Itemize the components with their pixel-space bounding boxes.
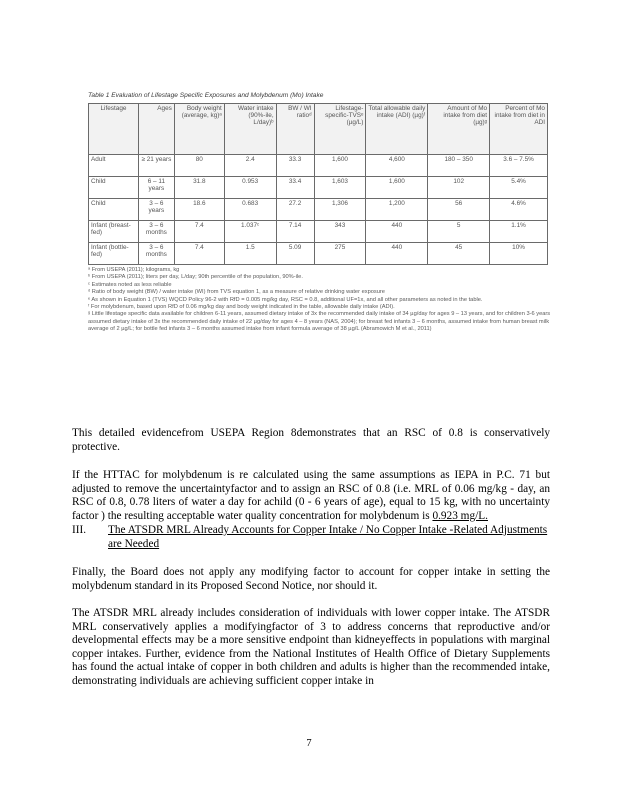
table-cell: 80 xyxy=(174,155,224,177)
footnote: ᵃ From USEPA (2011); kilograms, kg xyxy=(88,267,180,273)
paragraph-atsdr-mrl: The ATSDR MRL already includes consideration of individuals with lower copper intake. The ATSDR MRL conservatively applies a modifyingfactor of 3 to address concerns that reproductive and/or developmental effects may be a more sensitive endpoint than kidneyeffects in populations with marginal copper intakes. Further, evidence from the National Institutes of Health Office of Dietary Supplements has found the actual intake of copper in both children and adults is higher than the recommended intake, demonstrating individuals are achieving sufficient copper intake in xyxy=(72,607,550,687)
paragraph-copper-modifying-factor: Finally, the Board does not apply any modifying factor to account for copper intake in setting the molybdenum standard in its Proposed Second Notice, nor should it. xyxy=(72,566,550,592)
paragraph-httac-recalculation xyxy=(72,469,550,523)
table-cell: 275 xyxy=(314,243,366,265)
column-header: Ages xyxy=(138,104,174,155)
table-cell: 343 xyxy=(314,221,366,243)
column-header: Lifestage-specific-TVSᵉ (µg/L) xyxy=(314,104,366,155)
column-header: BW / WI ratioᵈ xyxy=(276,104,314,155)
footnote: ᵍ Little lifestage specific data available for children 6-11 years, assumed dietary intake of 3x the recommended daily intake of 34 µg/day for ages 9 – 13 years, and for children 3-6 years assumed dietary intake of 3x the recommended daily intake of 22 µg/day for ages 4 – 8 years (NAS, 2004); for breast fed infants 3 – 6 months, assumed intake from human breast milk average of 2 µg/L; for bottle fed infants 3 – 6 months assumed intake from infant formula average of 38 µg/L (Abramowich M et al., 2011) xyxy=(88,311,551,333)
table-row xyxy=(89,221,548,243)
table-cell: 18.6 xyxy=(174,199,224,221)
table-cell: 1,600 xyxy=(314,155,366,177)
table-cell: 5 xyxy=(428,221,490,243)
page-number: 7 xyxy=(306,738,312,749)
table-cell: 6 – 11 years xyxy=(138,177,174,199)
table-cell: 27.2 xyxy=(276,199,314,221)
table-caption: Table 1 Evaluation of Lifestage Specific Exposures and Molybdenum (Mo) Intake xyxy=(88,92,324,99)
table-row xyxy=(89,199,548,221)
footnote: ᶠ For molybdenum, based upon RfD of 0.06 mg/kg day and body weight indicated in the table, allowable daily intake (ADI). xyxy=(88,304,395,311)
table-cell: 1.1% xyxy=(490,221,548,243)
paragraph-text: If the HTTAC for molybdenum is re calculated using the same assumptions as IEPA in P.C. 71 but adjusted to remove the uncertaintyfactor and to assign an RSC of 0.8 (i.e. MRL of 0.06 mg/kg - day, an RSC of 0.8, 0.78 liters of water a day for achild (0 - 6 years of age), equal to 15 kg, with no uncertainty factor ) the resulting acceptable water quality concentration for molybdenum is xyxy=(72,469,550,522)
table-cell: 1,603 xyxy=(314,177,366,199)
table-cell: Adult xyxy=(89,155,139,177)
column-header: Amount of Mo intake from diet (µg)ᵍ xyxy=(428,104,490,155)
section-number: III. xyxy=(72,524,87,536)
column-header: Water intake (90%-ile, L/day)ᵇ xyxy=(224,104,276,155)
column-header: Body weight (average, kg)ᵃ xyxy=(174,104,224,155)
table-cell: 7.14 xyxy=(276,221,314,243)
table-cell: Child xyxy=(89,199,139,221)
table-cell: 4,600 xyxy=(366,155,428,177)
table-cell: 1,600 xyxy=(366,177,428,199)
lifestage-exposure-table xyxy=(88,103,548,265)
table-cell: 0.683 xyxy=(224,199,276,221)
table-cell: 440 xyxy=(366,221,428,243)
footnote: ᵈ Ratio of body weight (BW) / water intake (WI) from TVS equation 1, as a measure of relative drinking water exposure xyxy=(88,289,385,296)
table-cell: 102 xyxy=(428,177,490,199)
table-cell: 1,306 xyxy=(314,199,366,221)
table-cell: 440 xyxy=(366,243,428,265)
table-cell: 5.4% xyxy=(490,177,548,199)
table-cell: ≥ 21 years xyxy=(138,155,174,177)
table-header-row xyxy=(89,104,548,155)
column-header: Total allowable daily intake (ADI) (µg)ᶠ xyxy=(366,104,428,155)
table-cell: 31.8 xyxy=(174,177,224,199)
table-cell: 33.3 xyxy=(276,155,314,177)
table-cell: 3.6 – 7.5% xyxy=(490,155,548,177)
table-cell: Infant (bottle-fed) xyxy=(89,243,139,265)
table-cell: 1.5 xyxy=(224,243,276,265)
footnote: ᵇ From USEPA (2011); liters per day, L/day; 90th percentile of the population, 90%-ile. xyxy=(88,274,303,281)
table-cell: 3 – 6 years xyxy=(138,199,174,221)
table-cell: 1.037ᶜ xyxy=(224,221,276,243)
table-cell: Child xyxy=(89,177,139,199)
table-cell: 56 xyxy=(428,199,490,221)
column-header: Lifestage xyxy=(89,104,139,155)
table-cell: 0.953 xyxy=(224,177,276,199)
paragraph-rsc-evidence: This detailed evidencefrom USEPA Region 8demonstrates that an RSC of 0.8 is conservatively protective. xyxy=(72,427,550,453)
table-row xyxy=(89,243,548,265)
table-cell: 7.4 xyxy=(174,243,224,265)
table-cell: 7.4 xyxy=(174,221,224,243)
table-cell: 45 xyxy=(428,243,490,265)
table-cell: 33.4 xyxy=(276,177,314,199)
molybdenum-concentration-value: 0.923 mg/L. xyxy=(432,509,488,522)
table-figure xyxy=(88,92,554,334)
section-title: The ATSDR MRL Already Accounts for Copper Intake / No Copper Intake -Related Adjustments are Needed xyxy=(108,524,548,550)
footnote: ᵉ As shown in Equation 1 (TVS) WQCD Policy 96-2 with RfD = 0.005 mg/kg day, RSC = 0.8, additional UF=1x, and all other parameters as noted in the table. xyxy=(88,296,483,303)
column-header: Percent of Mo intake from diet in ADI xyxy=(490,104,548,155)
table-cell: 3 – 6 months xyxy=(138,221,174,243)
table-row xyxy=(89,155,548,177)
table-cell: 10% xyxy=(490,243,548,265)
table-cell: 1,200 xyxy=(366,199,428,221)
table-footnotes xyxy=(88,267,554,334)
table-cell: 2.4 xyxy=(224,155,276,177)
table-cell: 5.09 xyxy=(276,243,314,265)
table-row xyxy=(89,177,548,199)
table-cell: 180 – 350 xyxy=(428,155,490,177)
footnote: ᶜ Estimates noted as less reliable xyxy=(88,281,172,288)
table-cell: 3 – 6 months xyxy=(138,243,174,265)
table-cell: 4.6% xyxy=(490,199,548,221)
table-cell: Infant (breast-fed) xyxy=(89,221,139,243)
